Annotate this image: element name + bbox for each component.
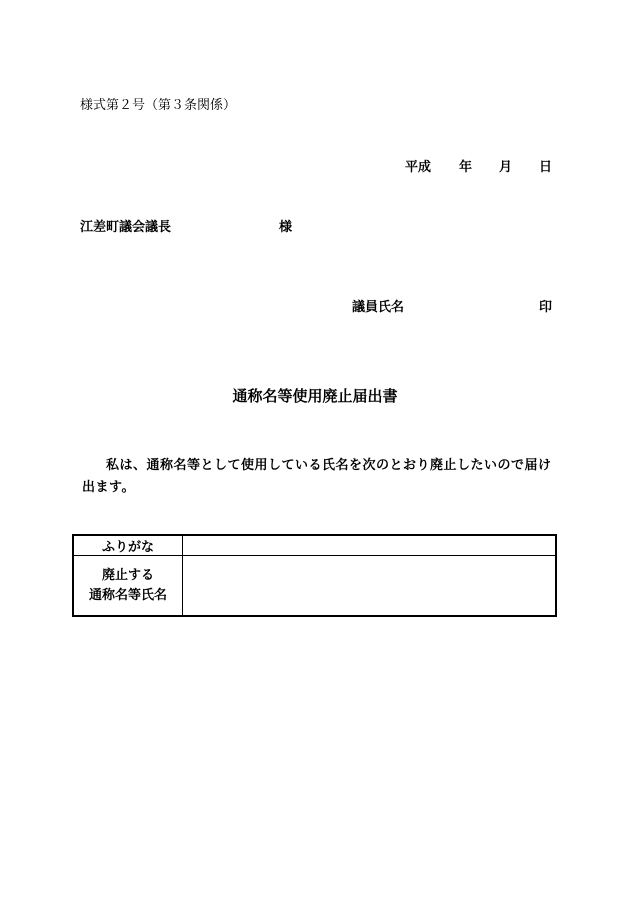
date-year: 年 <box>459 160 473 175</box>
alias-name-label <box>73 556 183 617</box>
date-day: 日 <box>539 160 553 175</box>
furigana-label: ふりがな <box>73 535 183 556</box>
form-number: 様式第２号（第３条関係） <box>80 98 237 113</box>
document-title: 通称名等使用廃止届出書 <box>232 387 398 405</box>
member-name-label: 議員氏名 <box>352 300 405 315</box>
date-era: 平成 <box>405 160 432 175</box>
notification-table <box>72 534 557 617</box>
date-month: 月 <box>499 160 513 175</box>
furigana-value-cell[interactable] <box>183 535 557 556</box>
alias-name-row <box>73 556 556 617</box>
alias-name-label-line1: 廃止する <box>101 567 154 583</box>
alias-name-label-line2: 通称名等氏名 <box>88 587 167 603</box>
furigana-row <box>73 535 556 556</box>
seal-mark: 印 <box>539 300 553 315</box>
addressee-honorific: 様 <box>279 220 293 235</box>
addressee-name: 江差町議会議長 <box>80 220 172 235</box>
declaration-text: 私は、通称名等として使用している氏名を次のとおり廃止したいので届け出ます。 <box>82 458 552 495</box>
alias-name-value-cell[interactable] <box>183 556 557 617</box>
